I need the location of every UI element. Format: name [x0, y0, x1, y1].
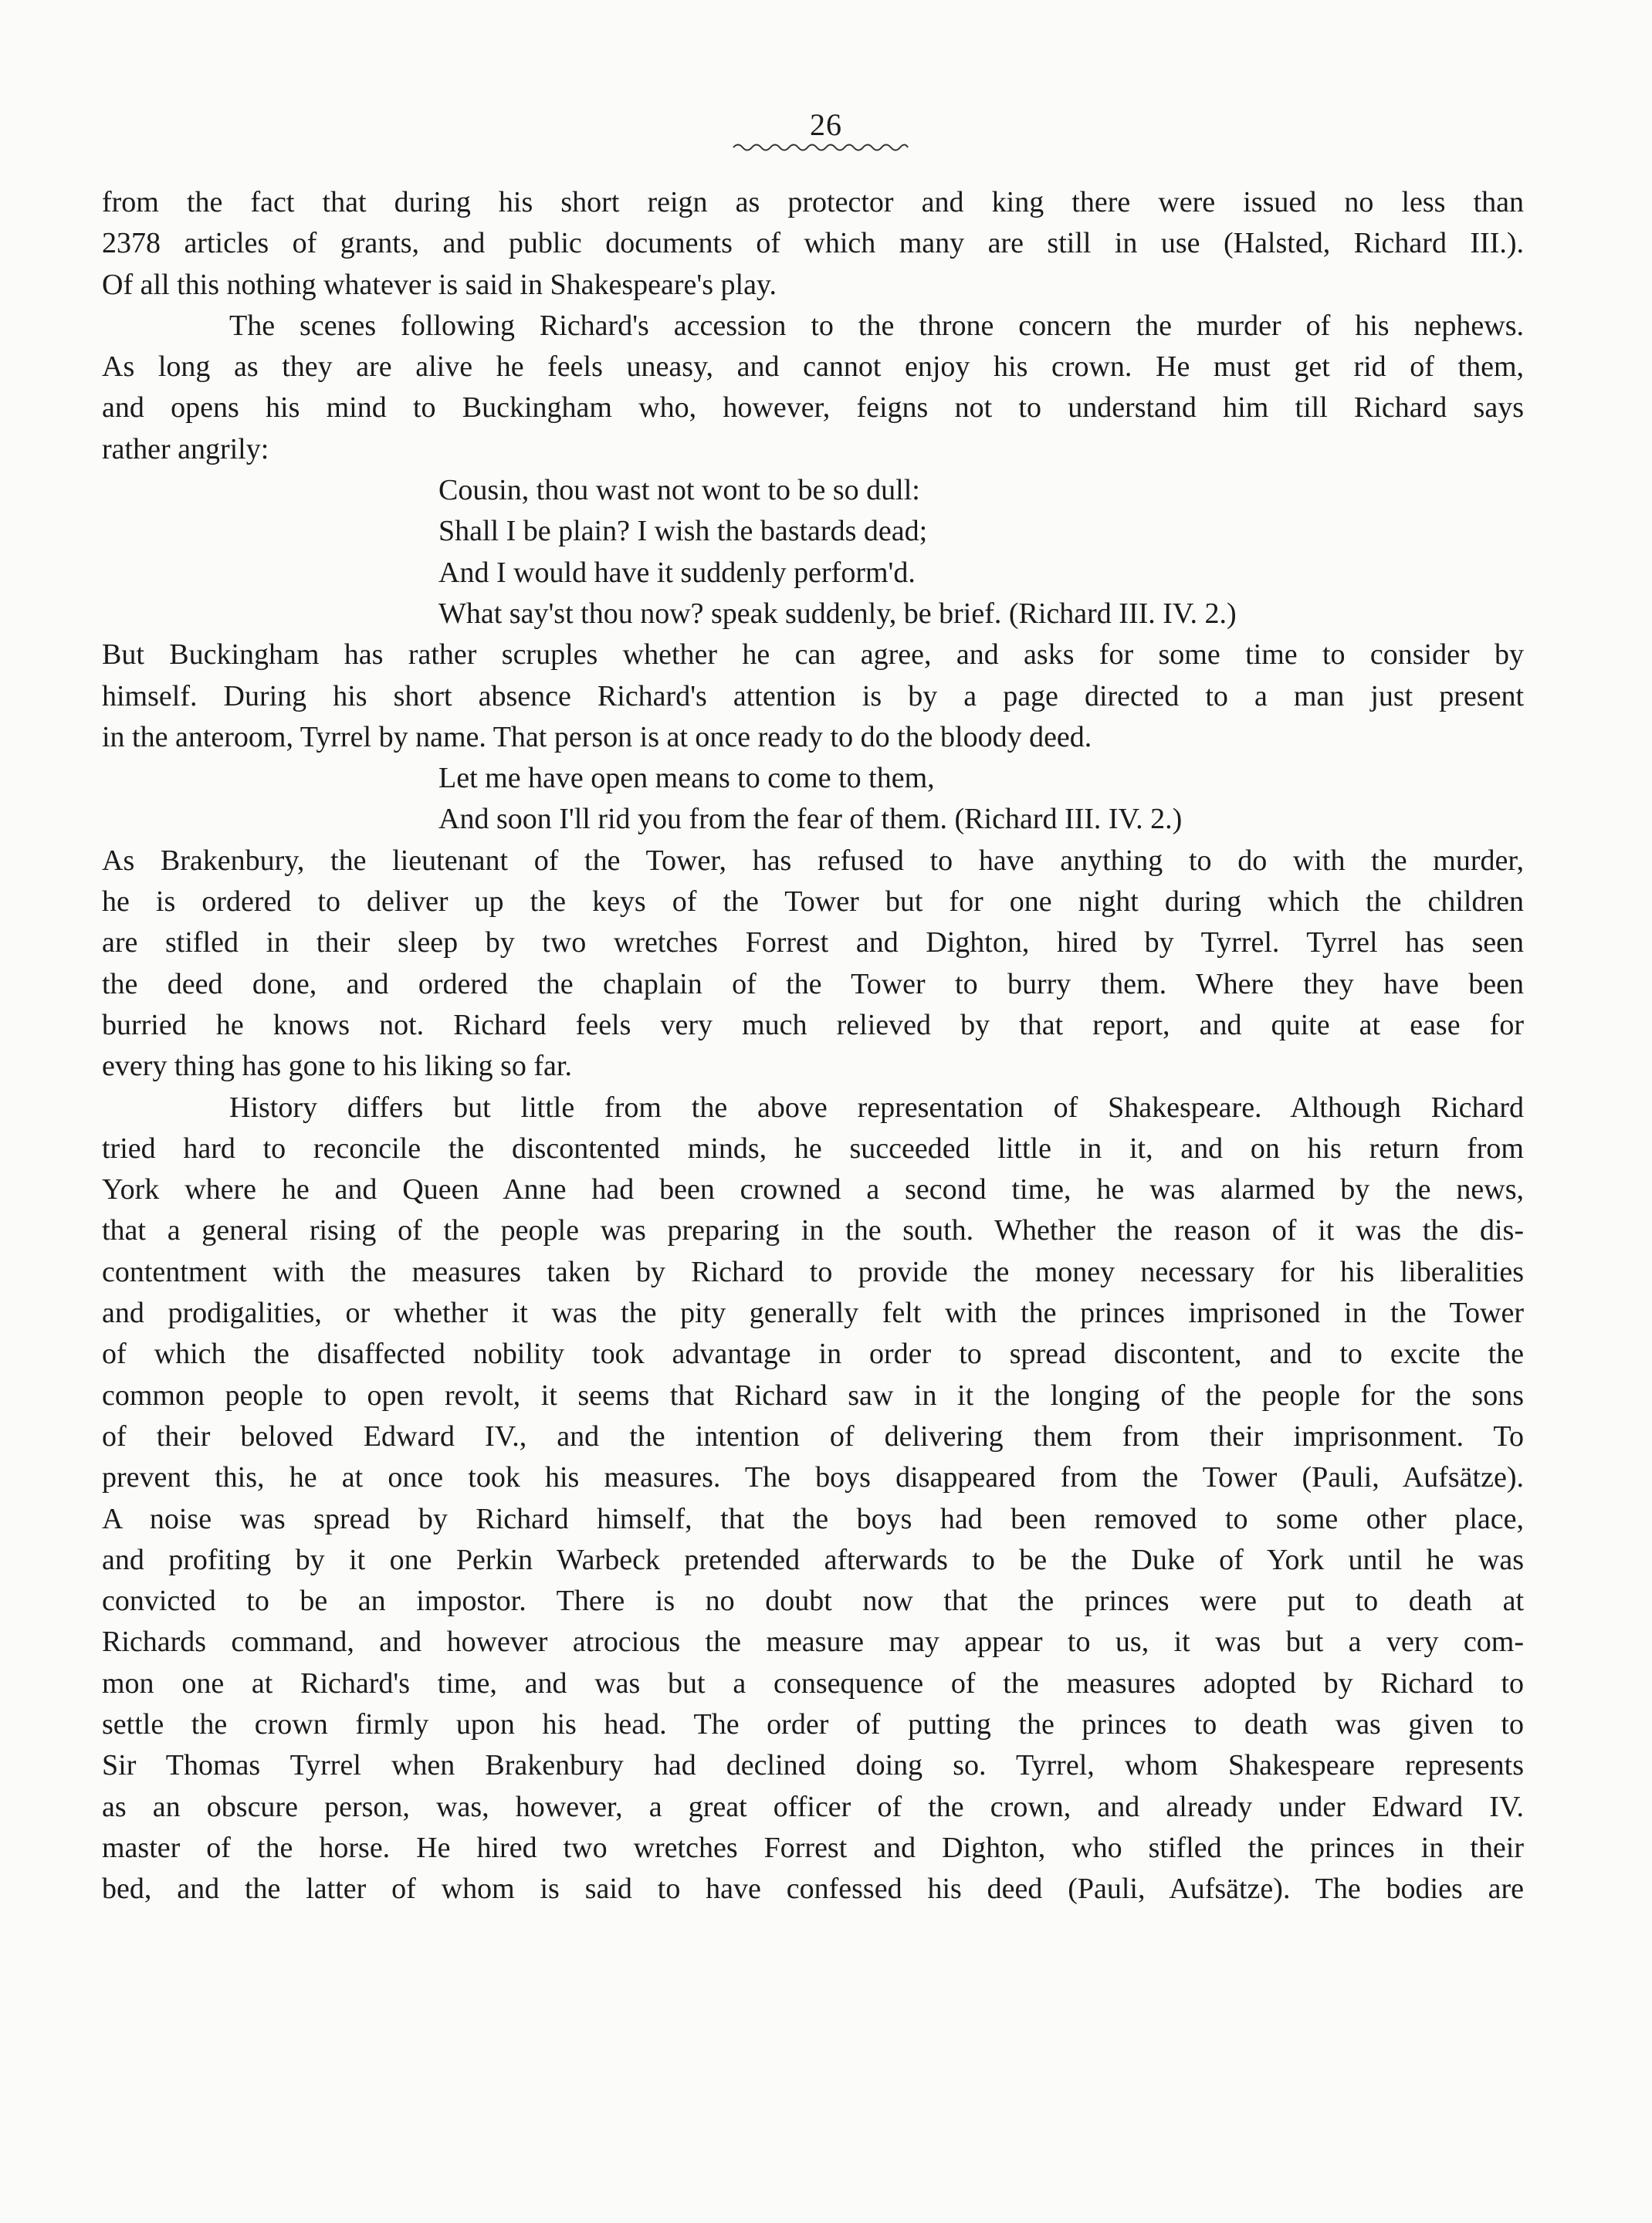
text-line: as an obscure person, was, however, a great officer of the crown, and already under Edward IV.	[102, 1790, 1524, 1823]
text-line: History differs but little from the above representation of Shakespeare. Although Richard	[229, 1091, 1524, 1124]
text-line: Sir Thomas Tyrrel when Brakenbury had declined doing so. Tyrrel, whom Shakespeare represents	[102, 1749, 1524, 1782]
text-line: the deed done, and ordered the chaplain of the Tower to burry them. Where they have been	[102, 967, 1524, 1000]
verse-line: Cousin, thou wast not wont to be so dull:	[438, 474, 920, 507]
text-line: York where he and Queen Anne had been crowned a second time, he was alarmed by the news,	[102, 1173, 1524, 1206]
text-line: from the fact that during his short reign as protector and king there were issued no less than	[102, 186, 1524, 218]
text-line: master of the horse. He hired two wretches Forrest and Dighton, who stifled the princes in their	[102, 1831, 1524, 1864]
verse-line: And I would have it suddenly perform'd.	[438, 556, 916, 589]
text-line: every thing has gone to his liking so far.	[102, 1050, 572, 1083]
verse-line: What say'st thou now? speak suddenly, be brief. (Richard III. IV. 2.)	[438, 597, 1237, 630]
text-line: rather angrily:	[102, 432, 269, 465]
text-line: himself. During his short absence Richard's attention is by a page directed to a man just present	[102, 679, 1524, 712]
text-line: A noise was spread by Richard himself, that the boys had been removed to some other place,	[102, 1502, 1524, 1535]
text-line: contentment with the measures taken by Richard to provide the money necessary for his liberalities	[102, 1255, 1524, 1288]
text-line: As long as they are alive he feels uneasy, and cannot enjoy his crown. He must get rid of them,	[102, 350, 1524, 384]
text-line: burried he knows not. Richard feels very much relieved by that report, and quite at ease for	[102, 1008, 1524, 1041]
text-line: prevent this, he at once took his measures. The boys disappeared from the Tower (Pauli, Aufsätze).	[102, 1461, 1524, 1494]
verse-line: And soon I'll rid you from the fear of them. (Richard III. IV. 2.)	[438, 803, 1183, 836]
text-line: and prodigalities, or whether it was the pity generally felt with the princes imprisoned in the Tower	[102, 1297, 1524, 1330]
text-line: and profiting by it one Perkin Warbeck pretended afterwards to be the Duke of York until he was	[102, 1543, 1524, 1576]
text-line: bed, and the latter of whom is said to have confessed his deed (Pauli, Aufsätze). The bodies are	[102, 1873, 1524, 1906]
text-line: Richards command, and however atrocious the measure may appear to us, it was but a very com-	[102, 1626, 1524, 1659]
text-line: settle the crown firmly upon his head. The order of putting the princes to death was given to	[102, 1707, 1524, 1741]
text-line: common people to open revolt, it seems that Richard saw in it the longing of the people for the sons	[102, 1379, 1524, 1412]
text-line: The scenes following Richard's accession to the throne concern the murder of his nephews.	[229, 309, 1524, 342]
text-line: of which the disaffected nobility took advantage in order to spread discontent, and to excite the	[102, 1338, 1524, 1371]
body-text	[102, 182, 1524, 1910]
wavy-rule-ornament	[732, 140, 909, 154]
text-line: of their beloved Edward IV., and the intention of delivering them from their imprisonment. To	[102, 1419, 1524, 1453]
text-line: he is ordered to deliver up the keys of the Tower but for one night during which the children	[102, 885, 1524, 919]
text-line: in the anteroom, Tyrrel by name. That person is at once ready to do the bloody deed.	[102, 720, 1092, 753]
verse-line: Let me have open means to come to them,	[438, 762, 935, 795]
text-line: are stifled in their sleep by two wretches Forrest and Dighton, hired by Tyrrel. Tyrrel has seen	[102, 926, 1524, 959]
text-line: and opens his mind to Buckingham who, however, feigns not to understand him till Richard says	[102, 391, 1524, 425]
page-number: 26	[810, 107, 842, 142]
text-line: convicted to be an impostor. There is no doubt now that the princes were put to death at	[102, 1585, 1524, 1618]
text-line: tried hard to reconcile the discontented minds, he succeeded little in it, and on his return from	[102, 1132, 1524, 1165]
text-line: mon one at Richard's time, and was but a consequence of the measures adopted by Richard to	[102, 1666, 1524, 1700]
text-line: Of all this nothing whatever is said in Shakespeare's play.	[102, 268, 777, 301]
text-line: But Buckingham has rather scruples whether he can agree, and asks for some time to consider by	[102, 638, 1524, 672]
text-line: 2378 articles of grants, and public documents of which many are still in use (Halsted, Richard III.).	[102, 227, 1524, 260]
text-line: As Brakenbury, the lieutenant of the Tower, has refused to have anything to do with the murder,	[102, 844, 1524, 877]
text-line: that a general rising of the people was preparing in the south. Whether the reason of it was the dis-	[102, 1214, 1524, 1247]
verse-line: Shall I be plain? I wish the bastards dead;	[438, 515, 928, 548]
